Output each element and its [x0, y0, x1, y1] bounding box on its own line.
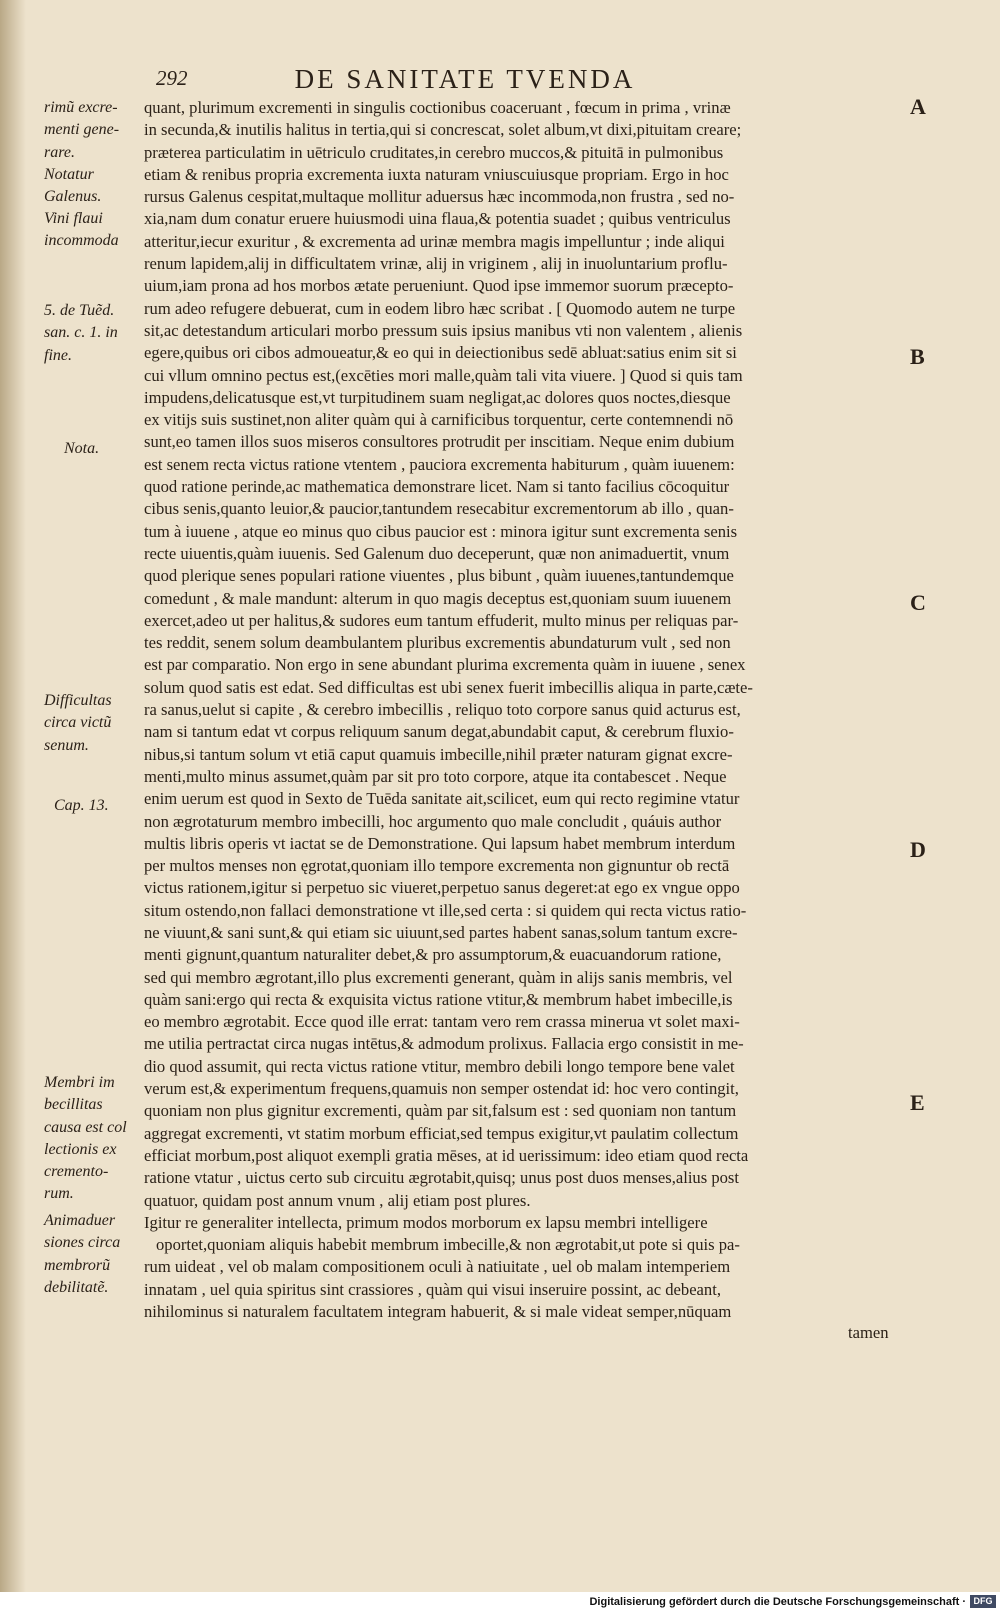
section-letter-a: A — [910, 94, 926, 119]
text-line: rum uideat , vel ob malam compositionem oculi à natiuitate , uel ob malam intemperiem — [144, 1257, 731, 1277]
section-letter-b: B — [910, 344, 925, 369]
text-line: rum adeo refugere debuerat, cum in eodem libro hæc scribat . [ Quomodo autem ne turpe — [144, 298, 736, 318]
text-line: me utilia pertractat circa nugas intētus,& admodum prolixus. Fallacia ergo consistit in me- — [144, 1034, 744, 1054]
text-line: uium,iam prona ad hos morbos ætate perueniunt. Quod ipse immemor suorum præcepto- — [144, 276, 734, 296]
section-letter-c: C — [910, 590, 926, 615]
text-line: nihilominus si naturalem facultatem integram habuerit, & si male videat semper,nūquam — [144, 1302, 732, 1322]
text-line — [144, 1323, 912, 1345]
text-line: quod plerique senes populari ratione viuentes , plus bibunt , quàm iuuenes,tantundemque — [144, 566, 734, 586]
text-line: victus rationem,igitur si perpetuo sic viueret,perpetuo sanus degeret:at ego ex vngue oppo — [144, 878, 740, 898]
section-letter-e: E — [910, 1090, 925, 1115]
section-letter-d: D — [910, 837, 926, 862]
text-line: menti gignunt,quantum naturaliter debet,& pro assumptorum,& euacuandorum ratione, — [144, 945, 722, 965]
text-line: aggregat excrementi, vt statim morbum efficiat,sed tempus exigitur,vt paulatim collectum — [144, 1123, 739, 1143]
digitization-footer — [0, 1592, 1000, 1614]
text-line: est par comparatio. Non ergo in sene abundant plurima excrementa quàm in iuuene , senex — [144, 655, 746, 675]
text-line: renum lapidem,alij in difficultatem vrinæ, alij in vriginem , alij in inuoluntarium proflu- — [144, 254, 728, 274]
text-line: ex vitijs suis sustinet,non aliter quàm qui à carnificibus torquentur, certe contemnendi nō — [144, 410, 734, 430]
text-line: impudens,delicatusque est,vt turpitudinem suam negligat,ac dolores quos noctes,diesque — [144, 387, 731, 407]
page-header — [150, 64, 780, 96]
text-line: in secunda,& inutilis halitus in tertia,qui si concrescat, solet album,vt dixi,pituitam creare; — [144, 120, 742, 140]
text-line: ra sanus,uelut si capite , & cerebro imbecillis , reliquo toto corpore sanus quid acturus est, — [144, 700, 741, 720]
text-line: ne viuunt,& sani sunt,& qui etiam sic uiuunt,sed partes habent sanas,solum tantum excre- — [144, 922, 738, 942]
margin-note: rimũ excre- menti gene- rare. — [44, 99, 120, 161]
main-text — [144, 97, 912, 1346]
dfg-logo: DFG — [970, 1595, 996, 1608]
text-line: sunt,eo tamen illos suos miseros consultores protrudit per inscitiam. Neque enim dubium — [144, 432, 735, 452]
text-line: dio quod assumit, qui recta victus ratione vtitur, membro debili longo tempore bene valet — [144, 1056, 735, 1076]
text-line: verum est,& experimentum frequens,quamuis non semper ostendat id: hoc vero contingit, — [144, 1079, 739, 1099]
text-line: efficiat morbum,post aliquot exempli gratia mēses, at id uerissimum: ideo etiam quod recta — [144, 1145, 749, 1165]
text-line: præterea particulatim in uētriculo cruditates,in cerebro muccos,& pituitā in pulmonibus — [144, 142, 724, 162]
text-line: innatam , uel quia spiritus sint crassiores , quàm qui visui inseruire possint, ac debeant, — [144, 1279, 721, 1299]
margin-notes — [44, 0, 152, 1592]
text-line: per multos menses non ęgrotat,quoniam illo tempore excrementa non gignuntur ob rectā — [144, 856, 730, 876]
text-line: sed qui membro ægrotant,illo plus excrementi generant, quàm in alijs sanis membris, vel — [144, 967, 733, 987]
text-line: xia,nam dum conatur eruere huiusmodi uina flaua,& potentia suadet ; quibus ventriculus — [144, 209, 731, 229]
text-line: Igitur re generaliter intellecta, primum modos morborum ex lapsu membri intelligere — [144, 1212, 708, 1232]
margin-note: Cap. 13. — [54, 797, 109, 814]
text-line: sit,ac detestandum articulari morbo pressum suis ipsius manibus vti non valentem , alienis — [144, 320, 743, 340]
text-line: tes reddit, senem solum deambulantem pluribus excrementis abundaturum vult , sed non — [144, 633, 731, 653]
margin-note: Animaduer siones circa membrorũ debilitatẽ. — [44, 1212, 121, 1296]
text-line: quàm sani:ergo qui recta & exquisita victus ratione vtitur,& membrum habet imbecille,is — [144, 989, 733, 1009]
text-line: etiam & renibus propria excrementa iuxta naturam vniuscuiusque propriam. Ergo in hoc — [144, 164, 729, 184]
text-line: atteritur,iecur exuritur , & excrementa ad urinæ membra magis impelluntur ; inde aliqui — [144, 231, 725, 251]
text-line: enim uerum est quod in Sexto de Tuēda sanitate ait,scilicet, eum qui recto regimine vtatur — [144, 789, 740, 809]
text-line: egere,quibus ori cibos admoueatur,& eo qui in deiectionibus sedē abluat:satius enim sit si — [144, 343, 737, 363]
text-line: quod ratione perinde,ac mathematica demonstrare licet. Nam si tanto facilius cōcoquitur — [144, 477, 730, 497]
text-line: cui vllum omnino pectus est,(excēties mori malle,quàm tali vita viuere. ] Quod si quis tam — [144, 365, 743, 385]
margin-note: Vini flaui incommoda — [44, 210, 119, 250]
text-line: quoniam non plus gignitur excrementi, quàm par sit,falsum est : sed quoniam non tantum — [144, 1101, 737, 1121]
text-line: comedunt , & male mandunt: alterum in quo magis deceptus est,quoniam suum iuuenem — [144, 588, 732, 608]
text-line: exercet,adeo ut per halitus,& sudores eum tantum effuderit, multo minus per reliquas par- — [144, 610, 739, 630]
text-line: cibus senis,quanto leuior,& paucior,tantundem resecabitur excrementorum ab illo , quan- — [144, 499, 734, 519]
text-line: non ægrotaturum membro imbecilli, hoc argumento quo male concludit , quáuis author — [144, 811, 722, 831]
text-line: solum quod satis est edat. Sed difficultas est ubi senex fuerit imbecillis aliqua in parte,cæte- — [144, 677, 753, 697]
folio-number: 292 — [156, 66, 188, 90]
catchword: tamen — [848, 1323, 889, 1342]
margin-note: Difficultas circa victũ senum. — [44, 692, 112, 754]
text-line: eo membro ægrotabit. Ecce quod ille errat: tantam vero rem crassa minerua vt solet maxi- — [144, 1012, 740, 1032]
text-line: oportet,quoniam aliquis habebit membrum imbecille,& non ægrotabit,ut pote si quis pa- — [156, 1235, 740, 1255]
margin-note: 5. de Tuẽd. san. c. 1. in fine. — [44, 302, 118, 364]
text-line: quant, plurimum excrementi in singulis coctionibus coaceruant , fœcum in prima , vrinæ — [144, 98, 731, 117]
text-line: ratione vtatur , uictus certo sub circuitu ægrotabit,quisq; unus post duos menses,alius post — [144, 1168, 739, 1188]
text-line: rursus Galenus cespitat,multaque mollitur aduersus hæc incommoda,non frustra , sed no- — [144, 187, 735, 207]
page-edge-shadow — [0, 0, 26, 1592]
margin-note: Membri im becillitas causa est col lectionis ex cremento- rum. — [44, 1074, 127, 1203]
text-line: tum à iuuene , atque eo minus quo cibus paucior est : minora igitur sunt excrementa senis — [144, 521, 738, 541]
funding-note: Digitalisierung gefördert durch die Deutsche Forschungsgemeinschaft · — [589, 1596, 966, 1608]
text-line: quatuor, quidam post annum vnum , alij etiam post plures. — [144, 1190, 531, 1210]
text-line: nibus,si tantum solum vt etiā caput quamuis imbecille,nihil præter naturam gignat excre- — [144, 744, 733, 764]
text-line: multis libris operis vt iactat se de Demonstratione. Qui lapsum habet membrum interdum — [144, 833, 736, 853]
margin-note: Notatur Galenus. — [44, 166, 102, 206]
text-line: situm ostendo,non fallaci demonstratione vt ille,sed certa : si quidem qui recta victus ratio- — [144, 900, 747, 920]
margin-note: Nota. — [64, 440, 100, 457]
running-title: DE SANITATE TVENDA — [294, 64, 636, 94]
text-line: recte uiuentis,quàm iuuenis. Sed Galenum duo deceperunt, quæ non animaduertit, vnum — [144, 543, 730, 563]
text-line: menti,multo minus assumet,quàm par sit pro toto corpore, atque ita contabescet . Neque — [144, 766, 727, 786]
text-line: est senem recta victus ratione vtentem , pauciora excrementa habiturum , quàm iuuenem: — [144, 454, 735, 474]
text-line: nam si tantum edat vt corpus reliquum sanum degat,abundabit caput, & cerebrum fluxio- — [144, 722, 734, 742]
